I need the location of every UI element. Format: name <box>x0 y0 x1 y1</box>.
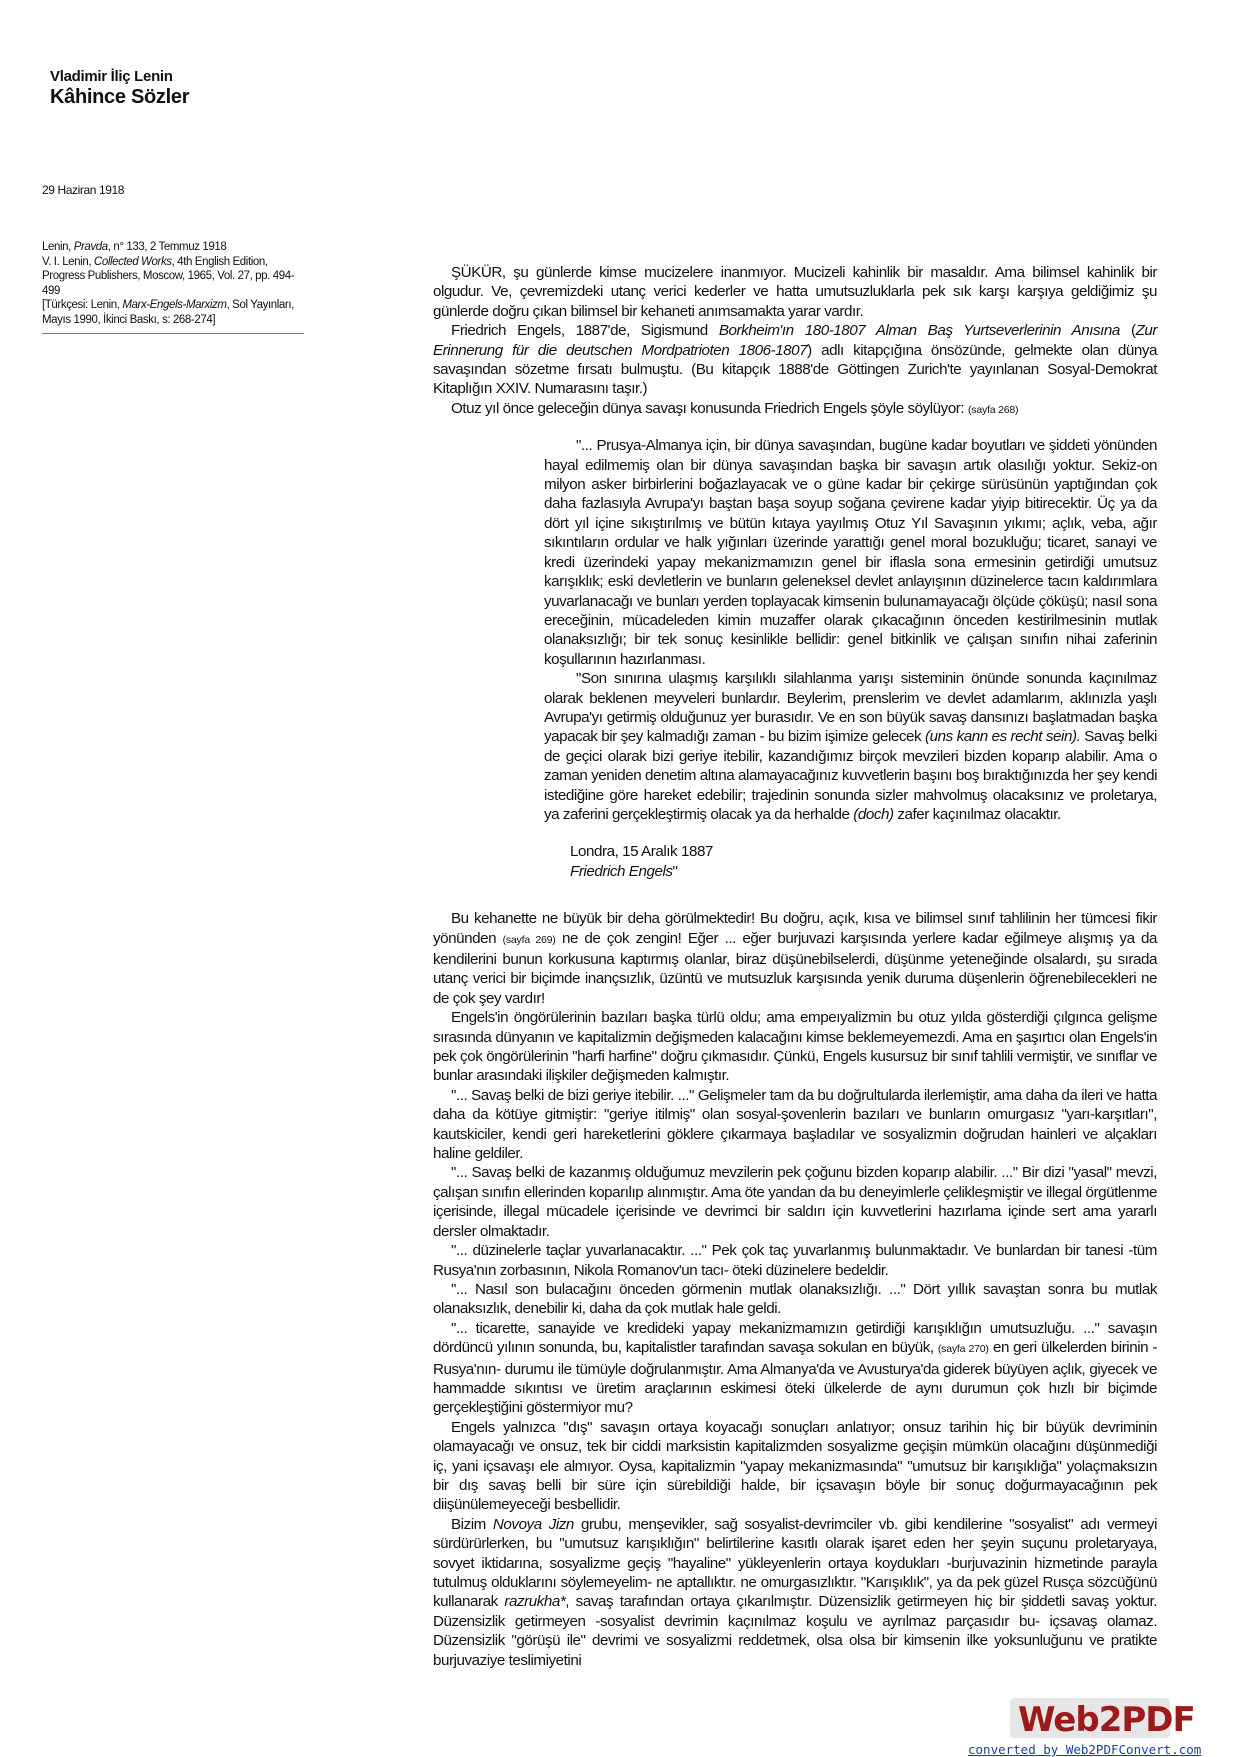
converted-by-link[interactable]: converted by Web2PDFConvert.com <box>968 1742 1202 1757</box>
paragraph-1: ŞÜKÜR, şu günlerde kimse mucizelere inanmıyor. Mucizeli kahinlik bir masaldır. Ama bilimsel kahinlik bir olgudur. Ve, çevremizdeki utanç verici kederler ve hatta umutsuzluklarla pek sık karşı karşıya geldiğimiz şu günlerde doğru çıkan bilimsel bir kehaneti anımsamakta yarar vardır. <box>433 264 1157 320</box>
paragraph-8: "... düzinelerle taçlar yuvarlanacaktır. ..." Pek çok taç yuvarlanmış bulunmaktadır. Ve bunlardan bir tanesi -tüm Rusya'nın zorbasının, Nikola Romanov'un tacı- öteki düzinelere bedeldir. <box>433 1242 1157 1279</box>
article-body <box>433 263 1157 1670</box>
source-info <box>42 240 304 334</box>
signature-name: Friedrich Engels" <box>570 862 678 880</box>
quote-paragraph-2: "Son sınırına ulaşmış karşılıklı silahlanma yarışı sisteminin önünde sonunda kaçınılmaz olarak beklenen meyveleri bunlardır. Beylerim, prenslerim ve devlet adamlarım, aklınızla yaşlı Avrupa'yı getirmiş olduğunuz yer burasıdır. Ve en son büyük savaş dansınızı başlatmadan başka yapacak bir şey kalmadığı zaman - bu bizim işimize gelecek (uns kann es recht sein). Savaş belki de geçici olarak bizi geriye itebilir, kazandığımız birçok mevzileri bizden koparıp alabilir. Ama o zaman yeniden denetim altına alamayacağınız kuvvetlerin başını boş bıraktığınızda her şey kendi istediğine göre hareket edebilir; trajedinin sonunda sizler mahvolmuş olacaksınız ve proletarya, ya zaferini gerçekleştirmiş olacak ya da herhalde (doch) zafer kaçınılmaz olacaktır. <box>544 670 1157 823</box>
paragraph-12: Bizim Novoya Jizn grubu, menşevikler, sağ sosyalist-devrimciler vb. gibi kendilerine "sosyalist" adı vermeyi sürdürürlerken, bu "umutsuz karışıklığın" belirtilerine kasıtlı olarak işaret eden her şeyin suçunu proletaryaya, sovyet iktidarına, sosyalizme geçiş "hayaline" yükleyenlerin ortaya koydukları -burjuvazinin hizmetinde parayla tutulmuş olduklarını söylemeyelim- ne aptallıktır. ne omurgasızlıktır. "Karışıklık", ya da pek güzel Rusça sözcüğünü kullanarak razrukha*, savaş tarafından ortaya çıkarılmıştır. Düzensizlik getirmeyen hiç bir şiddetli savaş yoktur. Düzensizlik getirmeyen -sosyalist devrimin kaçınılmaz koşulu ve ayrılmaz parçasıdır bu- içsavaş olamaz. Düzensizlik "görüşü ile" devrimi ve sosyalizmi reddetmek, olsa olsa bir kimsenin ilke yoksunluğunu ve pratikte burjuvaziye teslimiyetini <box>433 1515 1157 1669</box>
paragraph-5: Engels'in öngörülerinin bazıları başka türlü oldu; ama empeıyalizmin bu otuz yılda gösterdiği çılgınca gelişme sırasında dünyanın ve kapitalizmin değişmeden kalacağını kimse beklemeyemezdi. Ama en şaşırtıcı olan Engels'in pek çok öngörülerinin "harfi harfine" doğru çıkmasıdır. Çünkü, Engels kusursuz bir sınıf tahlili vermiştir, ve sınıflar ve bunlar arasındaki ilişkiler değişmeden kalmıştır. <box>433 1009 1157 1085</box>
paragraph-7: "... Savaş belki de kazanmış olduğumuz mevzilerin pek çoğunu bizden koparıp alabilir. ..." Bir dizi "yasal" mevzi, çalışan sınıfın ellerinden koparılıp alınmıştır. Ama öte yandan da bu deneyimlerle çelikleşmiştir ve illegal örgütlenme içerisinde, illegal mücadele içerisinde ve devrimci bir saldırı için kuvvetlerini hazırlama içinde sert ama yararlı dersler olmaktadır. <box>433 1164 1157 1240</box>
author-name: Vladimir İliç Lenin <box>50 68 173 85</box>
quote-signature <box>570 842 1157 881</box>
source-line-2: V. I. Lenin, Collected Works, 4th English Edition, Progress Publishers, Moscow, 1965, Vol. 27, pp. 494-499 <box>42 255 295 297</box>
paragraph-11: Engels yalnızca "dış" savaşın ortaya koyacağı sonuçları anlatıyor; onsuz tarihin hiç bir büyük devriminin olamayacağı ve onsuz, tek bir ciddi marksistin kapitalizmden sosyalizme geçişin mümkün olacağını düşünmediği iç, yani içsavaşı ele almıyor. Oysa, kapitalizmin "yapay mekanizmasında" "umutsuz bir karışıklığa" yolaçmaksızın bir dış savaş belli bir süre için sürebildiği halde, bir içsavaşın böyle bir sonuç doğurmayacağının pek diişünülemeyeceği besbellidir. <box>433 1418 1157 1514</box>
page-marker: (sayfa 269) <box>502 933 556 946</box>
quote-paragraph-1: "... Prusya-Almanya için, bir dünya savaşından, bugüne kadar boyutları ve şiddeti yönünden hayal edilmemiş olan bir dünya savaşından başka bir savaşın artık olasılığı yoktur. Sekiz-on milyon asker birbirlerini boğazlayacak ve o güne kadar bir çekirge sürüsünün yaptığından çok daha fazlasıyla Avrupa'yı baştan başa soyup soğana çevirene kadar yiyip bitirecektir. Üç ya da dört yıl içine sıkıştırılmış ve bütün kıtaya yayılmış Otuz Yıl Savaşının yıkımı; açlık, veba, ağır sıkıntıların ordular ve halk yığınları üzerinde yarattığı genel moral bozukluğu; ticaret, sanayi ve kredi üzerindeki yapay mekanizmamızın genel bir iflasla sona ermesinin getirdiği umutsuz karışıklık; eski devletlerin ve bunların geleneksel devlet anlayışının düzinelerce tacın kaldırımlara yuvarlanacağı ve bunları yerden toplayacak kimsenin bulunamayacağı ölçüde çöküşü; nasıl sona ereceğinin, mücadeleden kimin muzaffer olarak çıkacağının önceden kestirilmesinin mutlak olanaksızlığı; bir tek sonuç kesinlikle bellidir: genel bitkinlik ve çalışan sınıfın nihai zaferinin koşullarının hazırlanması. <box>544 437 1157 668</box>
engels-quote <box>544 436 1157 824</box>
source-line-3: [Türkçesi: Lenin, Marx-Engels-Marxizm, Sol Yayınları, Mayıs 1990, İkinci Baskı, s: 268-274] <box>42 299 294 326</box>
paragraph-2: Friedrich Engels, 1887'de, Sigismund Borkheim'ın 180-1807 Alman Baş Yurtseverlerinin Anısına (Zur Erinnerung für die deutschen Mordpatrioten 1806-1807) adlı kitapçığına önsözünde, gelmekte olan dünya savaşından sözetme fırsatı bulmuştu. (Bu kitapçık 1888'de Göttingen Zurich'te yayınlanan Sosyal-Demokrat Kitaplığın XXIV. Numarasını taşır.) <box>433 322 1158 398</box>
page-marker: (sayfa 268) <box>967 403 1019 416</box>
document-date: 29 Haziran 1918 <box>42 183 125 197</box>
paragraph-10: "... ticarette, sanayide ve kredideki yapay mekanizmamızın getirdiği karışıklığın umutsuzluğu. ..." savaşın dördüncü yılının sonunda, bu, kapitalistler tarafından savaşa sokulan en büyük, (sayfa 270) en geri ülkelerden birinin -Rusya'nın- durumu ile tümüyle doğrulanmıştır. Ama Almanya'da ve Avusturya'da giderek büyüyen açlık, giyecek ve hammadde sıkıntısı ve üretim araçlarının eskimesi öteki ülkelerde de aynı durumun çok hızlı bir biçimde gerçekleştiğini göstermiyor mu? <box>433 1319 1158 1417</box>
paragraph-6: "... Savaş belki de bizi geriye itebilir. ..." Gelişmeler tam da bu doğrultularda ilerlemiştir, ama daha da ileri ve hatta daha da kötüye gitmiştir: "geriye itilmiş" olan sosyal-şovenlerin bazıları ve bunların omurgasız "yarı-karşıtları", kautskiciler, kendi geri hareketlerini göklere çıkarmaya başladılar ve sosyalizmin doğrudan hainleri ve alçakları haline geldiler. <box>433 1086 1157 1163</box>
source-line-1: Lenin, Pravda, n° 133, 2 Temmuz 1918 <box>42 241 227 253</box>
document-title: Kâhince Sözler <box>50 86 190 108</box>
page-marker: (sayfa 270) <box>937 1343 989 1356</box>
paragraph-4: Bu kehanette ne büyük bir deha görülmektedir! Bu doğru, açık, kısa ve bilimsel sınıf tahlilinin her tümcesi fikir yönünden (sayfa 269) ne de çok zengin! Eğer ... eğer burjuvazi karşısında yerlere kadar eğilmeye alışmış ya da kendilerini bunun korkusuna kaptırmış olanlar, biraz düşünebilselerdi, düşünme yeteneğinde olsalardı, şu sırada utanç verici bir biçimde inançsızlık, üzüntü ve mutsuzluk karşısında yenik duruma düşenlerin öğrenebilecekleri ne de çok şey vardır! <box>433 910 1157 1007</box>
paragraph-9: "... Nasıl son bulacağını önceden görmenin mutlak olanaksızlığı. ..." Dört yıllık savaştan sonra bu mutlak olanaksızlık, denebilir ki, daha da çok mutlak hale geldi. <box>433 1280 1157 1318</box>
web2pdf-logo: Web2PDF <box>1018 1700 1195 1740</box>
signature-place-date: Londra, 15 Aralık 1887 <box>570 843 713 861</box>
paragraph-3: Otuz yıl önce geleceğin dünya savaşı konusunda Friedrich Engels şöyle söylüyor: (sayfa 268) <box>451 399 1019 417</box>
